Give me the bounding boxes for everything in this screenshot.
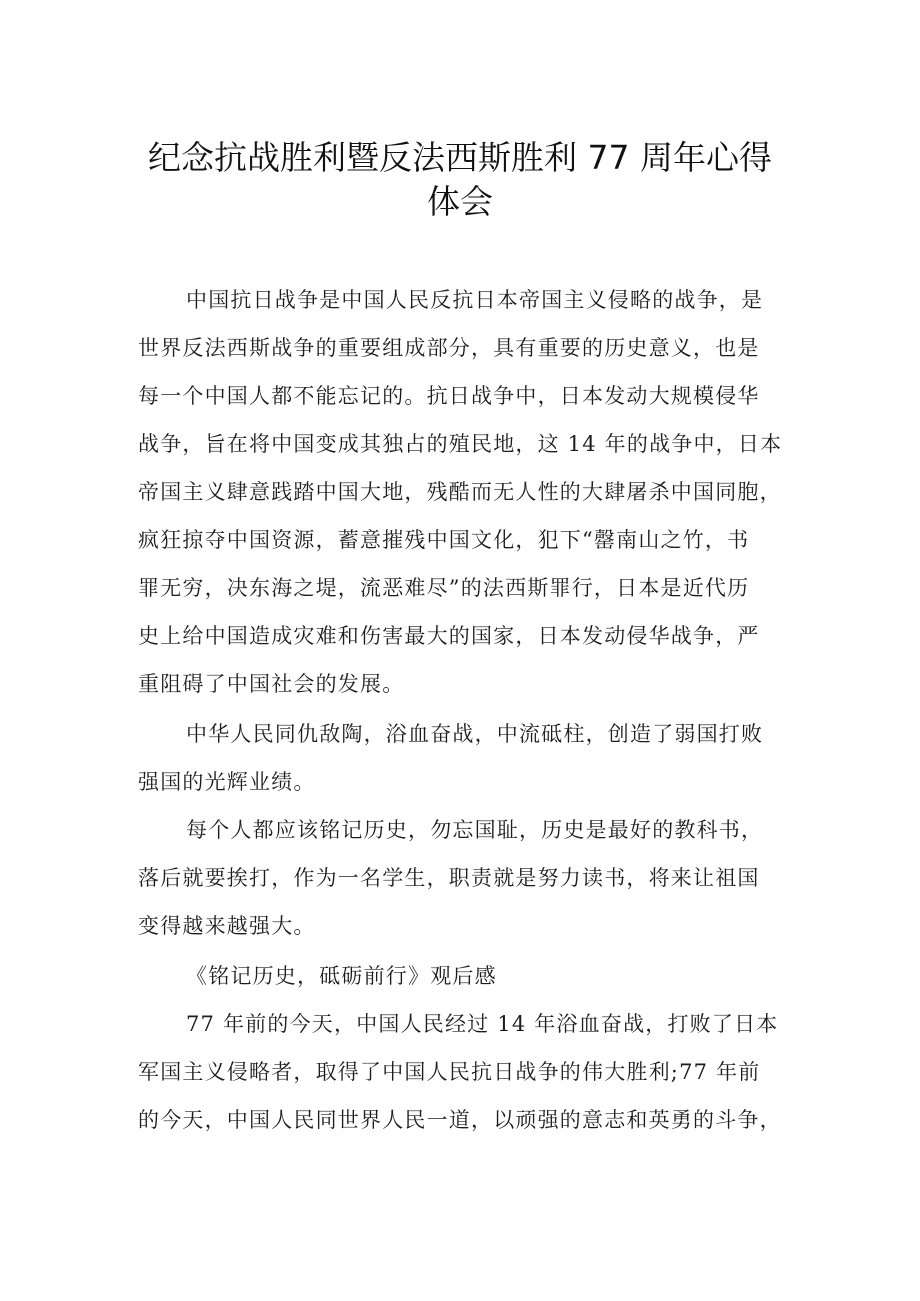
paragraph-1-line-6: 疯狂掠夺中国资源，蓄意摧残中国文化，犯下“罄南山之竹，书 — [138, 528, 750, 552]
paragraph-1-line-9: 重阻碍了中国社会的发展。 — [138, 672, 405, 696]
paragraph-1-line-7: 罪无穷，决东海之堤，流恶难尽”的法西斯罪行，日本是近代历 — [138, 576, 750, 600]
paragraph-3-line-3: 变得越来越强大。 — [138, 914, 316, 938]
paragraph-1-line-8: 史上给中国造成灾难和伤害最大的国家，日本发动侵华战争，严 — [138, 624, 760, 648]
paragraph-1-line-1: 中国抗日战争是中国人民反抗日本帝国主义侵略的战争，是 — [186, 288, 764, 312]
paragraph-3-line-1: 每个人都应该铭记历史，勿忘国耻，历史是最好的教科书， — [186, 818, 764, 842]
subheading-review: 《铭记历史，砥砺前行》观后感 — [186, 964, 497, 988]
paragraph-1-line-2: 世界反法西斯战争的重要组成部分，具有重要的历史意义，也是 — [138, 336, 760, 360]
paragraph-2-line-1: 中华人民同仇敌陶，浴血奋战，中流砥柱，创造了弱国打败 — [186, 722, 764, 746]
paragraph-5-line-2: 军国主义侵略者，取得了中国人民抗日战争的伟大胜利;77 年前 — [138, 1060, 761, 1084]
document-title-line-2: 体会 — [427, 182, 493, 221]
paragraph-1-line-5: 帝国主义肆意践踏中国大地，残酷而无人性的大肆屠杀中国同胞， — [138, 480, 782, 504]
paragraph-3-line-2: 落后就要挨打，作为一名学生，职责就是努力读书，将来让祖国 — [138, 866, 760, 890]
paragraph-1-line-3: 每一个中国人都不能忘记的。抗日战争中，日本发动大规模侵华 — [138, 384, 760, 408]
document-title-line-1: 纪念抗战胜利暨反法西斯胜利 77 周年心得 — [148, 138, 772, 177]
paragraph-1-line-4: 战争，旨在将中国变成其独占的殖民地，这 14 年的战争中，日本 — [138, 432, 783, 456]
paragraph-2-line-2: 强国的光辉业绩。 — [138, 770, 316, 794]
paragraph-5-line-1: 77 年前的今天，中国人民经过 14 年浴血奋战，打败了日本 — [186, 1012, 779, 1036]
paragraph-5-line-3: 的今天，中国人民同世界人民一道，以顽强的意志和英勇的斗争， — [138, 1108, 782, 1132]
